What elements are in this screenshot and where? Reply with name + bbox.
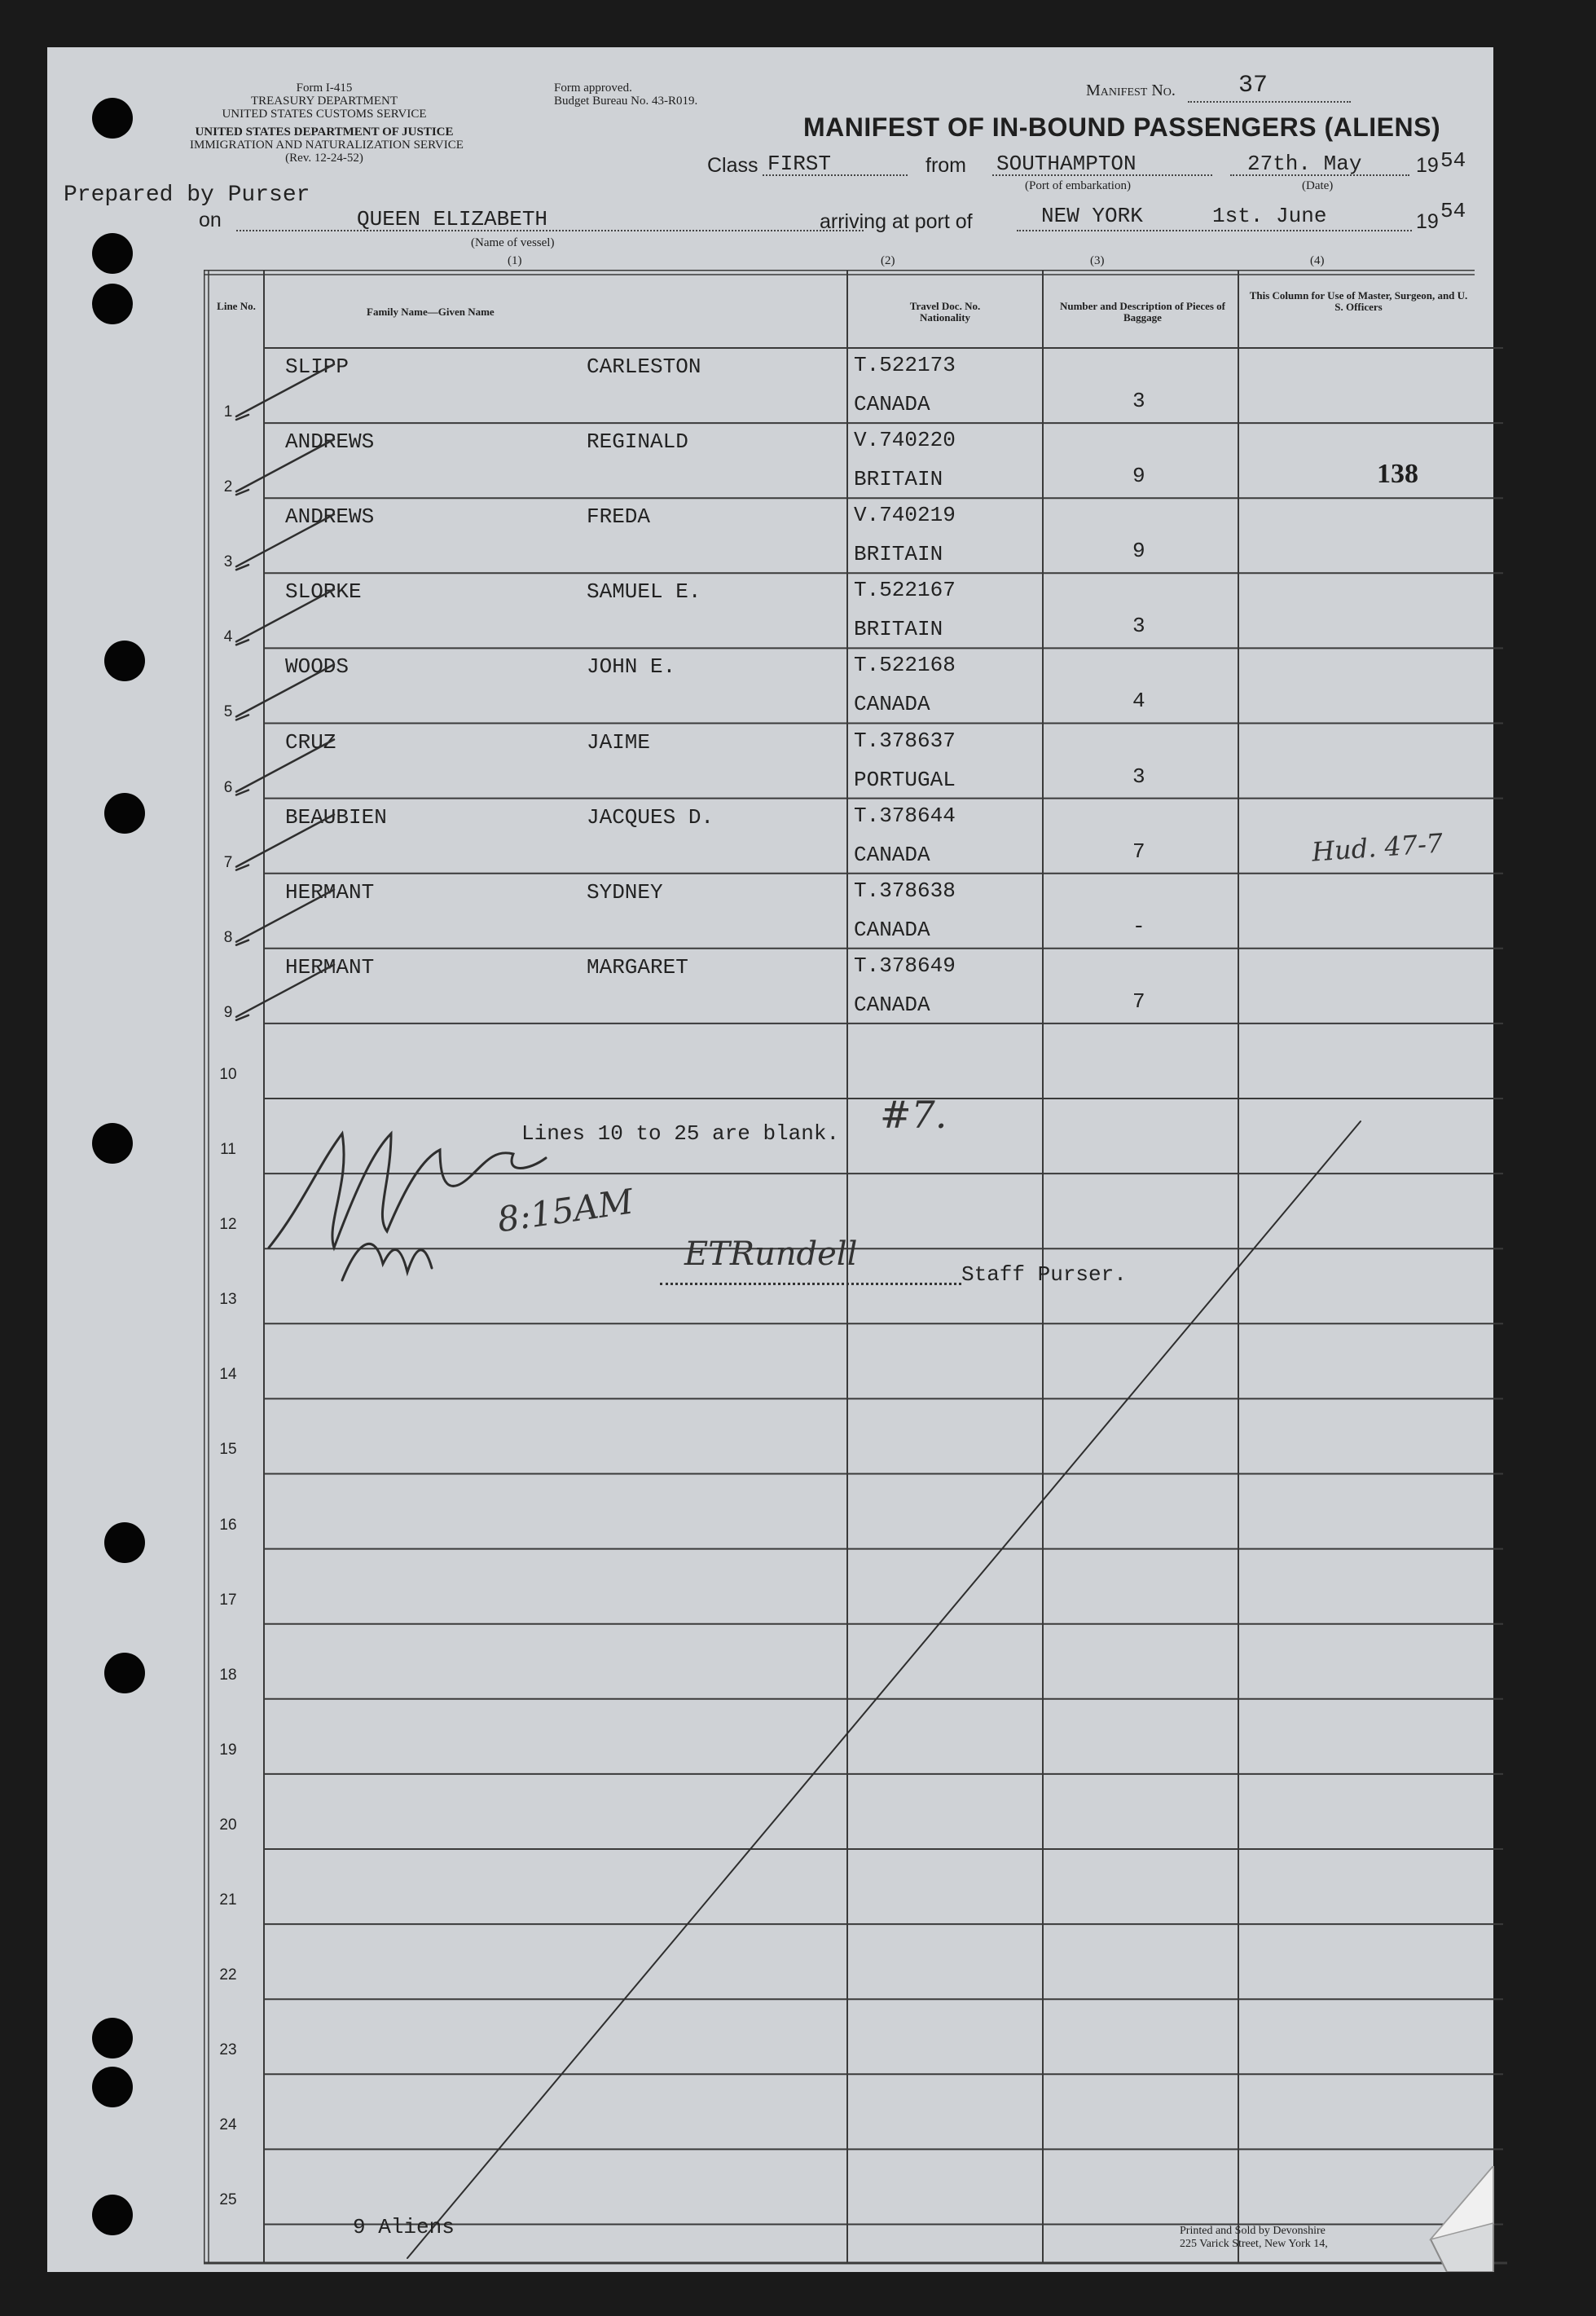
- baggage-count: 3: [1132, 389, 1145, 413]
- ins-service: IMMIGRATION AND NATURALIZATION SERVICE: [190, 139, 464, 152]
- column-3-number: (3): [1090, 254, 1105, 267]
- line-number: 13: [219, 1291, 237, 1309]
- travel-doc-no: T.522168: [854, 653, 956, 678]
- family-name: SLORKE: [285, 579, 362, 605]
- form-agency-block: [190, 81, 464, 165]
- baggage-count: -: [1132, 914, 1145, 939]
- line-number: 6: [223, 778, 233, 796]
- punch-hole: [92, 2195, 133, 2235]
- form-number: Form I-415: [296, 81, 353, 95]
- line-number: 10: [219, 1065, 237, 1083]
- punch-hole: [92, 98, 133, 139]
- baggage-count: 3: [1132, 614, 1145, 639]
- given-name: JAIME: [587, 729, 651, 755]
- travel-doc-no: T.378644: [854, 803, 956, 828]
- line-number: 16: [219, 1516, 237, 1534]
- header-officers: This Column for Use of Master, Surgeon, and U. S. Officers: [1249, 289, 1468, 313]
- punch-hole: [92, 233, 133, 274]
- line-number: 15: [219, 1441, 237, 1459]
- line-number: 12: [219, 1216, 237, 1234]
- budget-bureau: Budget Bureau No. 43-R019.: [554, 95, 698, 108]
- arrival-year: 54: [1440, 199, 1466, 223]
- year-prefix-1: 19: [1416, 154, 1439, 177]
- class-value: FIRST: [767, 152, 832, 176]
- baggage-count: 9: [1132, 539, 1145, 564]
- punch-hole: [104, 1522, 145, 1563]
- on-label: on: [199, 209, 222, 231]
- justice-dept: UNITED STATES DEPARTMENT OF JUSTICE: [195, 125, 454, 139]
- travel-doc-no: T.378637: [854, 728, 956, 753]
- line-number: 18: [219, 1666, 237, 1684]
- line-number: 2: [223, 478, 233, 496]
- header-travel-doc: Travel Doc. No. Nationality: [909, 300, 981, 324]
- header-baggage: Number and Description of Pieces of Baggage: [1059, 300, 1226, 324]
- treasury-dept: TREASURY DEPARTMENT: [250, 95, 398, 108]
- manifest-no-value: 37: [1238, 72, 1268, 99]
- header-name: Family Name—Given Name: [367, 306, 495, 318]
- manifest-table: [204, 270, 1507, 2273]
- embark-year: 54: [1440, 148, 1466, 173]
- embark-date: 27th. May: [1247, 152, 1362, 176]
- punch-hole: [92, 284, 133, 324]
- given-name: JOHN E.: [587, 654, 676, 680]
- family-name: SLIPP: [285, 354, 350, 379]
- line-number: 19: [219, 1741, 237, 1759]
- column-2-number: (2): [881, 254, 895, 267]
- nationality: CANADA: [854, 992, 930, 1017]
- punch-hole: [92, 1123, 133, 1164]
- purser-signature: ETRundell: [684, 1235, 858, 1273]
- family-name: BEAUBIEN: [285, 804, 387, 830]
- blank-lines-note: Lines 10 to 25 are blank.: [521, 1121, 840, 1146]
- punch-hole: [92, 2018, 133, 2058]
- line-number: 25: [219, 2191, 237, 2209]
- stamp-number: 138: [1377, 459, 1418, 489]
- printer-line-1: Printed and Sold by Devonshire: [1180, 2225, 1326, 2237]
- manifest-page: [47, 47, 1493, 2272]
- family-name: ANDREWS: [285, 429, 375, 455]
- form-approved: Form approved.: [554, 81, 632, 95]
- from-label: from: [926, 154, 966, 177]
- line-number: 24: [219, 2116, 237, 2134]
- printer-line-2: 225 Varick Street, New York 14,: [1180, 2238, 1328, 2250]
- manifest-no-label: Manifest No.: [1086, 81, 1176, 99]
- given-name: JACQUES D.: [587, 804, 714, 830]
- line-number: 14: [219, 1366, 237, 1384]
- travel-doc-no: T.378649: [854, 953, 956, 978]
- count-mark: #7.: [880, 1093, 947, 1137]
- prepared-by: Prepared by Purser: [64, 183, 310, 208]
- punch-hole: [92, 2067, 133, 2107]
- class-label: Class: [707, 154, 758, 177]
- given-name: FREDA: [587, 504, 651, 530]
- travel-doc-no: V.740219: [854, 503, 956, 528]
- travel-doc-no: T.378638: [854, 878, 956, 903]
- baggage-count: 4: [1132, 689, 1145, 714]
- page-title: MANIFEST OF IN-BOUND PASSENGERS (ALIENS): [803, 112, 1441, 142]
- family-name: ANDREWS: [285, 504, 375, 530]
- form-approval: [554, 81, 697, 108]
- column-1-number: (1): [508, 254, 522, 267]
- given-name: REGINALD: [587, 429, 688, 455]
- nationality: CANADA: [854, 692, 930, 717]
- officer-note: Hud. 47-7: [1310, 827, 1444, 868]
- year-prefix-2: 19: [1416, 210, 1439, 233]
- travel-doc-no: V.740220: [854, 428, 956, 453]
- given-name: CARLESTON: [587, 354, 701, 379]
- form-revision: (Rev. 12-24-52): [285, 152, 363, 165]
- staff-purser-label: Staff Purser.: [961, 1262, 1127, 1287]
- given-name: SYDNEY: [587, 879, 663, 905]
- vessel-name: QUEEN ELIZABETH: [357, 207, 548, 231]
- nationality: CANADA: [854, 392, 930, 416]
- line-number: 21: [219, 1891, 237, 1909]
- time-note: 8:15AM: [495, 1181, 636, 1240]
- nationality: CANADA: [854, 917, 930, 942]
- punch-hole: [104, 641, 145, 681]
- nationality: BRITAIN: [854, 542, 943, 567]
- baggage-count: 3: [1132, 764, 1145, 789]
- nationality: BRITAIN: [854, 467, 943, 492]
- baggage-count: 7: [1132, 988, 1145, 1014]
- nationality: PORTUGAL: [854, 767, 956, 792]
- family-name: CRUZ: [285, 729, 336, 755]
- arrival-date: 1st. June: [1212, 204, 1327, 228]
- line-number: 22: [219, 1966, 237, 1984]
- travel-doc-no: T.522173: [854, 353, 956, 377]
- column-4-number: (4): [1310, 254, 1325, 267]
- family-name: HERMANT: [285, 954, 375, 980]
- aliens-total: 9 Aliens: [353, 2215, 455, 2239]
- given-name: MARGARET: [587, 954, 688, 980]
- line-number: 9: [223, 1003, 233, 1021]
- baggage-count: 9: [1132, 464, 1145, 489]
- line-number: 3: [223, 553, 233, 571]
- customs-service: UNITED STATES CUSTOMS SERVICE: [222, 108, 427, 121]
- date-caption: (Date): [1302, 179, 1334, 192]
- port-embark-caption: (Port of embarkation): [1025, 179, 1131, 192]
- line-number: 23: [219, 2041, 237, 2059]
- curled-corner: [1398, 2166, 1496, 2272]
- line-number: 7: [223, 853, 233, 871]
- given-name: SAMUEL E.: [587, 579, 701, 605]
- family-name: HERMANT: [285, 879, 375, 905]
- line-number: 17: [219, 1591, 237, 1609]
- port-of-embarkation: SOUTHAMPTON: [996, 152, 1137, 176]
- travel-doc-no: T.522167: [854, 578, 956, 603]
- family-name: WOODS: [285, 654, 350, 680]
- punch-hole: [104, 1653, 145, 1693]
- line-number: 8: [223, 928, 233, 946]
- line-number: 20: [219, 1816, 237, 1834]
- arriving-label: arriving at port of: [820, 210, 973, 233]
- line-number: 1: [223, 403, 233, 420]
- punch-hole: [104, 793, 145, 834]
- port-of-arrival: NEW YORK: [1041, 204, 1143, 228]
- nationality: BRITAIN: [854, 617, 943, 642]
- nationality: CANADA: [854, 842, 930, 867]
- baggage-count: 7: [1132, 839, 1145, 864]
- line-number: 11: [220, 1141, 236, 1158]
- line-number: 5: [223, 703, 233, 721]
- vessel-caption: (Name of vessel): [471, 236, 555, 249]
- header-line-no: Line No.: [217, 300, 256, 312]
- line-number: 4: [223, 628, 233, 646]
